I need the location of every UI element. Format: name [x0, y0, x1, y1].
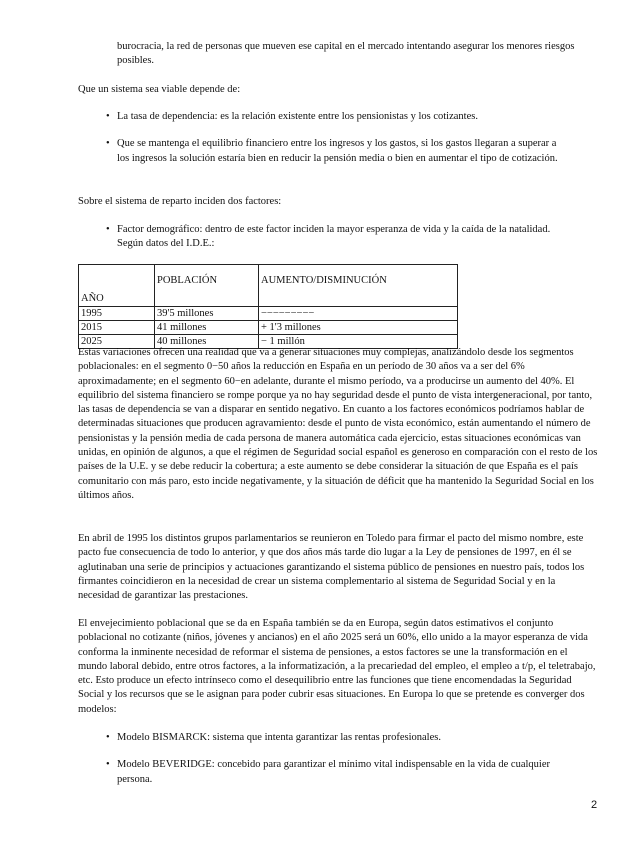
table-header-cell: POBLACIÓN	[155, 265, 259, 307]
table-cell: 39'5 millones	[155, 307, 259, 321]
list-item	[100, 110, 570, 124]
population-table	[78, 264, 458, 349]
paragraph-toledo: En abril de 1995 los distintos grupos parlamentarios se reunieron en Toledo para firmar el pacto del mismo nombre, este pacto fue consecuencia de todo lo anterior, y que dos años más tarde dio lugar a la Ley de pensiones de 1997, en él se aglutinaban una serie de principios y actuaciones garantizando el sistema público de pensiones en nuestro país, todos los firmantes coincidieron en la necesidad de crear un sistema complementario al sistema de Seguridad Social y en la necesidad de garantizar las prestaciones.	[78, 533, 585, 602]
list-item-text: Que se mantenga el equilibrio financiero entre los ingresos y los gastos, si los gastos llegaran a superar a los ingresos la solución estaría bien en reducir la pensión media o bien en aumentar el tipo de cotización.	[117, 138, 558, 164]
paragraph-variations: Estas variaciones ofrecen una realidad que va a generar situaciones muy complejas, analizándolo desde los segmentos poblacionales: en el segmento 0−50 años la reducción en España en un período de 30 años va a ser del 6% aproximadamente; en el segmento 60−en adelante, durante el mismo período, va a producirse un aumento del 40%. El equilibrio del sistema financiero se rompe porque ya no hay seguridad desde el punto de vista intergeneracional, por tanto, las tasas de dependencia se van a disparar en sentido negativo. En cuanto a los factores económicos podríamos hablar de determinadas situaciones que producen agravamiento: desde el punto de vista económico, están aumentando el número de pensionistas y la pensión media de cada persona de manera automática cada ejercicio, estas situaciones económicas van unidas, en opinión de algunos, a que el régimen de Seguridad social español es generoso en comparación con el resto de los países de la U.E. y se debe reducir la cobertura; a este aumento se debe considerar la situación de que España es el país comunitario con más paro, esto incide negativamente, y la situación de déficit que ha mantenido la Seguridad Social en los últimos años.	[78, 347, 598, 501]
bullet-icon: •	[106, 111, 110, 122]
bullet-icon: •	[106, 224, 110, 235]
list-item	[100, 223, 570, 252]
bullet-icon: •	[106, 732, 110, 743]
table-cell: 2015	[79, 321, 155, 335]
paragraph-aging: El envejecimiento poblacional que se da en España también se da en Europa, según datos estimativos el conjunto poblacional no cotizante (niños, jóvenes y ancianos) en el año 2025 será un 60%, ello unido a la mayor esperanza de vida conforma la inminente necesidad de reformar el sistema de pensiones, a estos factores se une la transformación en el mundo laboral debido, entre otros factores, a la informatización, a la precariedad del empleo, el empleo a t/p, el teletrabajo, etc. Esto produce un efecto intrínseco como el desequilibrio entre las funciones que tiene encomendadas la Seguridad Social y los recursos que se le asignan para poder cubrir esas situaciones. En Europa lo que se pretende es converger dos modelos:	[78, 618, 596, 715]
table-header-row	[79, 265, 458, 307]
list-item-text: Modelo BISMARCK: sistema que intenta garantizar las rentas profesionales.	[117, 732, 441, 743]
list-item-text: Factor demográfico: dentro de este factor inciden la mayor esperanza de vida y la caída de la natalidad. Según datos del I.D.E.:	[117, 224, 551, 250]
viability-intro: Que un sistema sea viable depende de:	[78, 84, 241, 95]
table-header-cell: AUMENTO/DISMINUCIÓN	[259, 265, 458, 307]
table-cell: 1995	[79, 307, 155, 321]
list-item	[100, 137, 570, 166]
models-list	[100, 731, 570, 787]
table-header-cell: AÑO	[79, 265, 155, 307]
list-item	[100, 758, 570, 787]
list-item-text: La tasa de dependencia: es la relación existente entre los pensionistas y los cotizantes.	[117, 111, 478, 122]
bullet-icon: •	[106, 138, 110, 150]
page-number: 2	[591, 799, 598, 811]
intro-continuation: burocracia, la red de personas que mueven ese capital en el mercado intentando asegurar los menores riesgos posibles.	[117, 41, 575, 67]
table-cell: −−−−−−−−−	[259, 307, 458, 321]
table-cell: − 1 millón	[259, 335, 458, 349]
table-cell: 2025	[79, 335, 155, 349]
factors-list	[100, 223, 570, 252]
table-row	[79, 321, 458, 335]
table-cell: 41 millones	[155, 321, 259, 335]
table-row	[79, 307, 458, 321]
list-item	[100, 731, 570, 745]
table-cell: 40 millones	[155, 335, 259, 349]
list-item-text: Modelo BEVERIDGE: concebido para garantizar el mínimo vital indispensable en la vida de cualquier persona.	[117, 759, 550, 785]
factors-intro: Sobre el sistema de reparto inciden dos factores:	[78, 196, 282, 207]
table-cell: + 1'3 millones	[259, 321, 458, 335]
bullet-icon: •	[106, 759, 110, 771]
viability-list	[100, 110, 570, 166]
